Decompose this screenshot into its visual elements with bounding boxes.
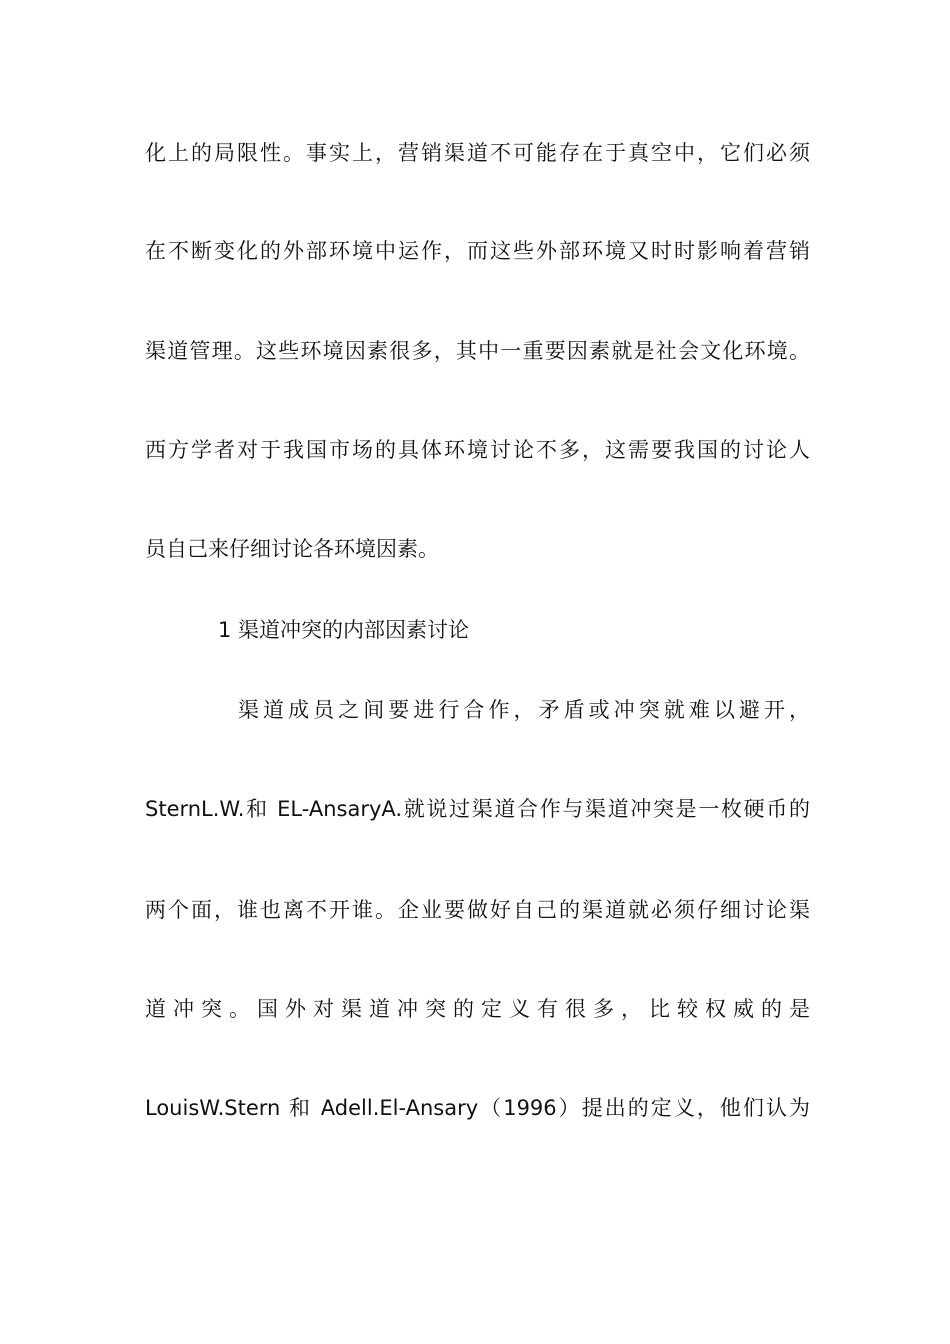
paragraph-line: 两个面，谁也离不开谁。企业要做好自己的渠道就必须仔细讨论渠 [145, 898, 810, 922]
paragraph-line: 道冲突。国外对渠道冲突的定义有很多，比较权威的是 [145, 997, 810, 1021]
paragraph-line: 渠道管理。这些环境因素很多，其中一重要因素就是社会文化环境。 [145, 339, 810, 363]
paragraph-line: 渠道成员之间要进行合作，矛盾或冲突就难以避开， [238, 698, 810, 722]
paragraph-line: 化上的局限性。事实上，营销渠道不可能存在于真空中，它们必须 [145, 141, 810, 165]
paragraph-line: LouisW.Stern 和 Adell.El-Ansary（1996）提出的定义，他们认为 [145, 1096, 810, 1120]
paragraph-line: 在不断变化的外部环境中运作，而这些外部环境又时时影响着营销 [145, 239, 810, 263]
paragraph-line: SternL.W.和 EL-AnsaryA.就说过渠道合作与渠道冲突是一枚硬币的 [145, 797, 810, 821]
paragraph-line: 员自己来仔细讨论各环境因素。 [145, 537, 439, 561]
paragraph-line: 西方学者对于我国市场的具体环境讨论不多，这需要我国的讨论人 [145, 438, 810, 462]
section-heading: 1 渠道冲突的内部因素讨论 [218, 618, 470, 642]
